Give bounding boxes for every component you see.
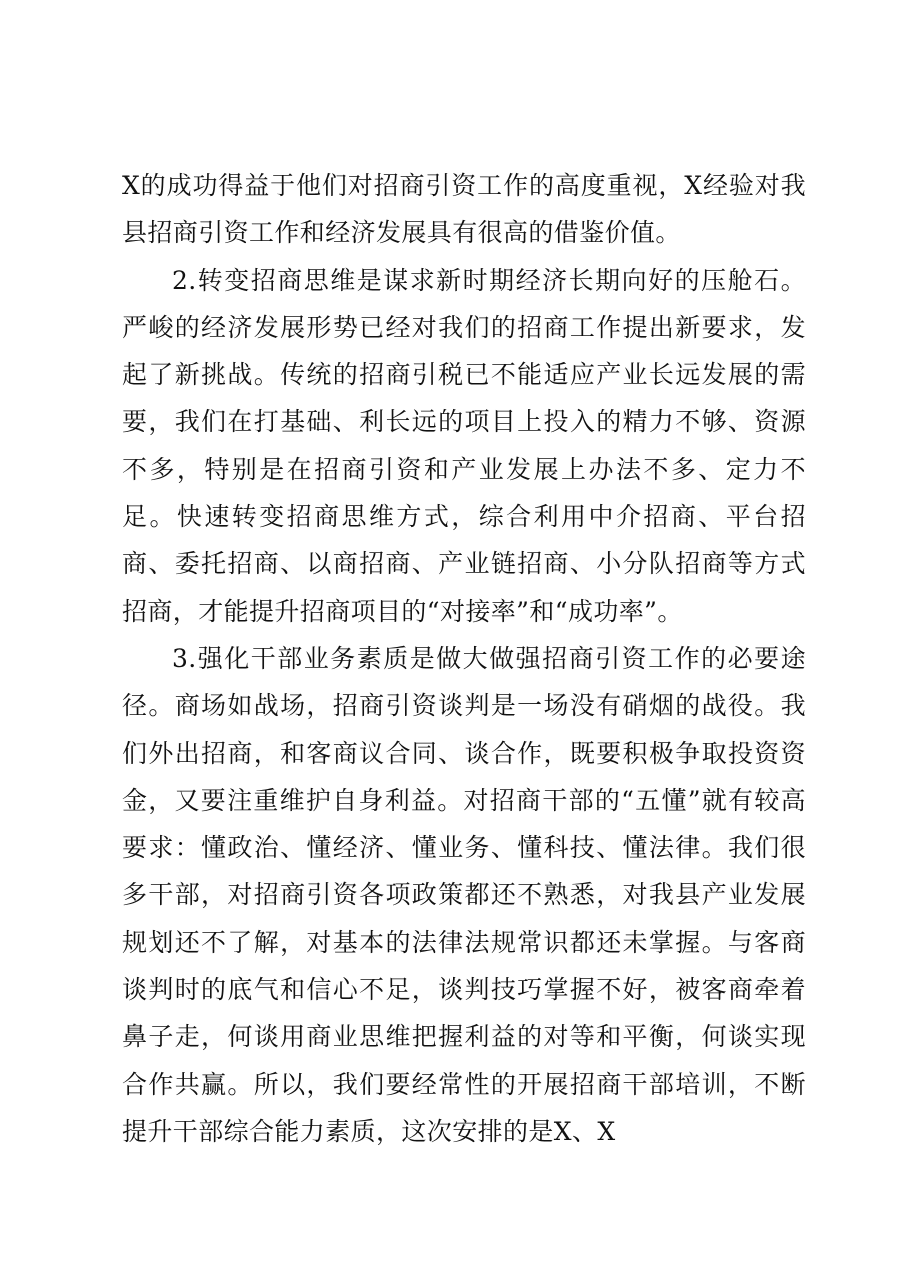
body-text [122, 162, 806, 1155]
paragraph-point-3: 3.强化干部业务素质是做大做强招商引资工作的必要途径。商场如战场，招商引资谈判是一场没有硝烟的战役。我们外出招商，和客商议合同、谈合作，既要积极争取投资资金，又要注重维护自身利益。对招商干部的“五懂”就有较高要求：懂政治、懂经济、懂业务、懂科技、懂法律。我们很多干部，对招商引资各项政策都还不熟悉，对我县产业发展规划还不了解，对基本的法律法规常识都还未掌握。与客商谈判时的底气和信心不足，谈判技巧掌握不好，被客商牵着鼻子走，何谈用商业思维把握利益的对等和平衡，何谈实现合作共赢。所以，我们要经常性的开展招商干部培训，不断提升干部综合能力素质，这次安排的是X、X [122, 643, 806, 1146]
paragraph-continued: X的成功得益于他们对招商引资工作的高度重视，X经验对我县招商引资工作和经济发展具有很高的借鉴价值。 [122, 171, 806, 248]
paragraph-point-2: 2.转变招商思维是谋求新时期经济长期向好的压舱石。严峻的经济发展形势已经对我们的招商工作提出新要求，发起了新挑战。传统的招商引税已不能适应产业长远发展的需要，我们在打基础、利长远的项目上投入的精力不够、资源不多，特别是在招商引资和产业发展上办法不多、定力不足。快速转变招商思维方式，综合利用中介招商、平台招商、委托招商、以商招商、产业链招商、小分队招商等方式招商，才能提升招商项目的“对接率”和“成功率”。 [122, 265, 806, 626]
